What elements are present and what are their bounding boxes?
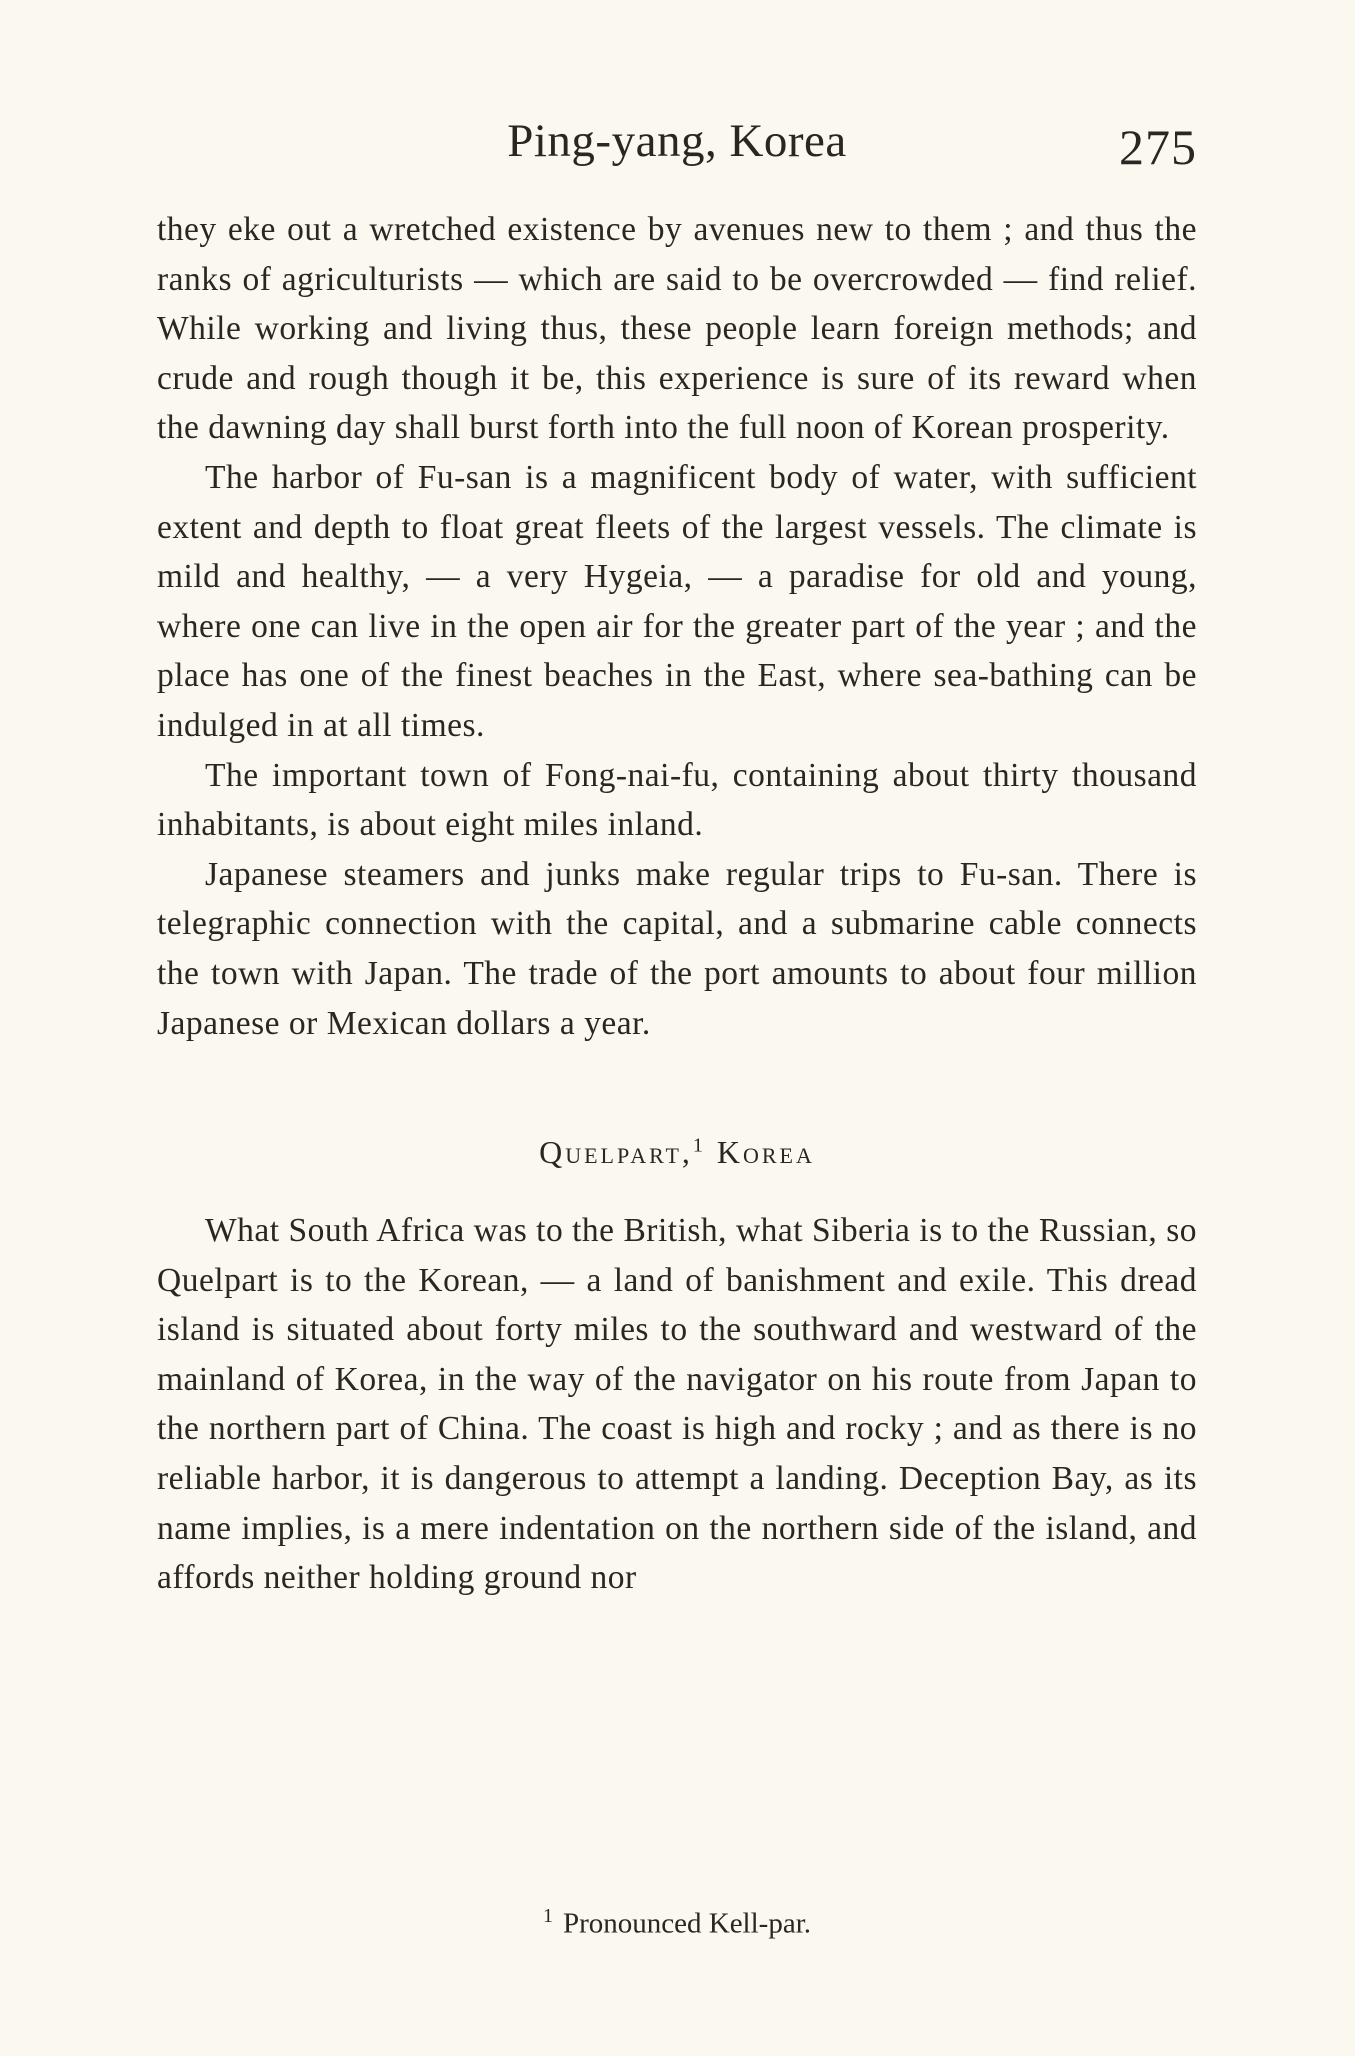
footnote-reference: 1 [692,1134,706,1157]
footnote-number: 1 [542,1905,553,1927]
section-heading [157,1127,1197,1177]
footnote [157,1896,1197,1944]
section-heading-name: Quelpart, [539,1134,693,1171]
footnote-text: Pronounced Kell-par. [562,1907,812,1940]
section-heading-country: Korea [705,1134,815,1171]
page-header [157,108,1197,178]
paragraph-quelpart: What South Africa was to the British, what Siberia is to the Russian, so Quelpart is to the Korean, — a land of banishment and exile. This dread island is situated about forty miles to the southward and westward of the mainland of Korea, in the way of the navigator on his route from Japan to the northern part of China. The coast is high and rocky ; and as there is no reliable harbor, it is dangerous to attempt a landing. Deception Bay, as its name implies, is a mere indentation on the northern side of the island, and affords neither holding ground nor [157,1212,1197,1597]
paragraph-continued: they eke out a wretched existence by avenues new to them ; and thus the ranks of agriculturists — which are said to be overcrowded — find relief. While working and living thus, these people learn foreign methods; and crude and rough though it be, this experience is sure of its reward when the dawning day shall burst forth into the full noon of Korean prosperity. [157,211,1197,447]
paragraph-steamers: Japanese steamers and junks make regular trips to Fu-san. There is telegraphic connection with the capital, and a submarine cable connects the town with Japan. The trade of the port amounts to about four million Japanese or Mexican dollars a year. [157,855,1197,1042]
paragraph-fu-san-harbor: The harbor of Fu-san is a magnificent body of water, with sufficient extent and depth to float great fleets of the largest vessels. The climate is mild and healthy, — a very Hygeia, — a paradise for old and young, where one can live in the open air for the greater part of the year ; and the place has one of the finest beaches in the East, where sea-bathing can be indulged in at all times. [157,458,1197,744]
paragraph-fong-nai-fu: The important town of Fong-nai-fu, containing about thirty thousand inhabitants, is about eight miles inland. [157,756,1197,844]
page-number: 275 [1119,119,1197,175]
body-text [157,205,1197,1603]
running-head: Ping-yang, Korea [507,115,847,167]
